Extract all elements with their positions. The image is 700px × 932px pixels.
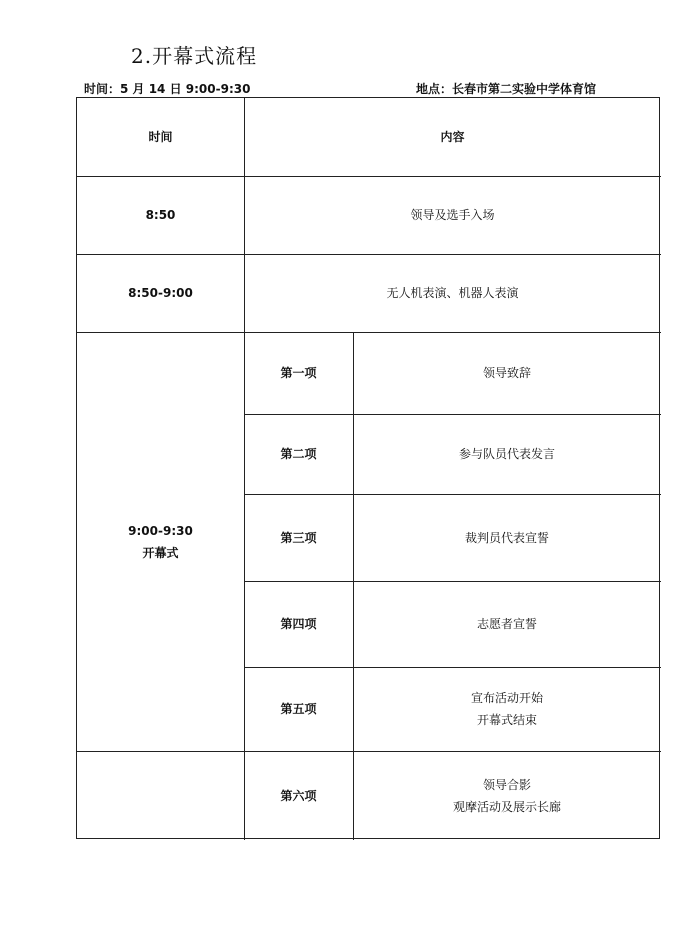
opening-time-range: 9:00-9:30: [128, 523, 193, 538]
event-time: 时间：5 月 14 日 9:00-9:30: [84, 82, 251, 96]
item-content-line: 观摩活动及展示长廊: [452, 799, 561, 814]
item-content-line: 宣布活动开始: [470, 691, 543, 705]
item-label: 第二项: [280, 447, 317, 461]
row-time: 8:50-9:00: [128, 286, 193, 300]
final-time-cell: [77, 751, 244, 840]
item-content: 志愿者宣誓: [476, 617, 537, 631]
item-label: 第三项: [280, 530, 317, 545]
item-label: 第六项: [280, 788, 317, 803]
header-time: 时间: [148, 130, 173, 144]
item-content: [353, 667, 661, 751]
header-content: 内容: [440, 130, 465, 144]
row-content: 无人机表演、机器人表演: [386, 286, 519, 300]
row-time: 8:50: [145, 208, 176, 222]
item-label: 第四项: [280, 617, 317, 631]
item-content: 裁判员代表宣誓: [464, 530, 549, 545]
item-content: 领导致辞: [482, 366, 531, 380]
row-content: 领导及选手入场: [410, 208, 495, 222]
item-label: 第一项: [280, 366, 317, 380]
item-content-line: 开幕式结束: [476, 713, 537, 727]
item-content: 参与队员代表发言: [458, 447, 555, 461]
opening-time-cell: [77, 332, 244, 751]
page-title: 2.开幕式流程: [131, 44, 258, 68]
item-content-line: 领导合影: [482, 777, 531, 792]
event-location: 地点：长春市第二实验中学体育馆: [416, 82, 597, 96]
schedule-table: [76, 97, 660, 839]
item-content: [353, 751, 661, 840]
item-label: 第五项: [280, 702, 317, 716]
opening-time-label: 开幕式: [142, 545, 179, 560]
